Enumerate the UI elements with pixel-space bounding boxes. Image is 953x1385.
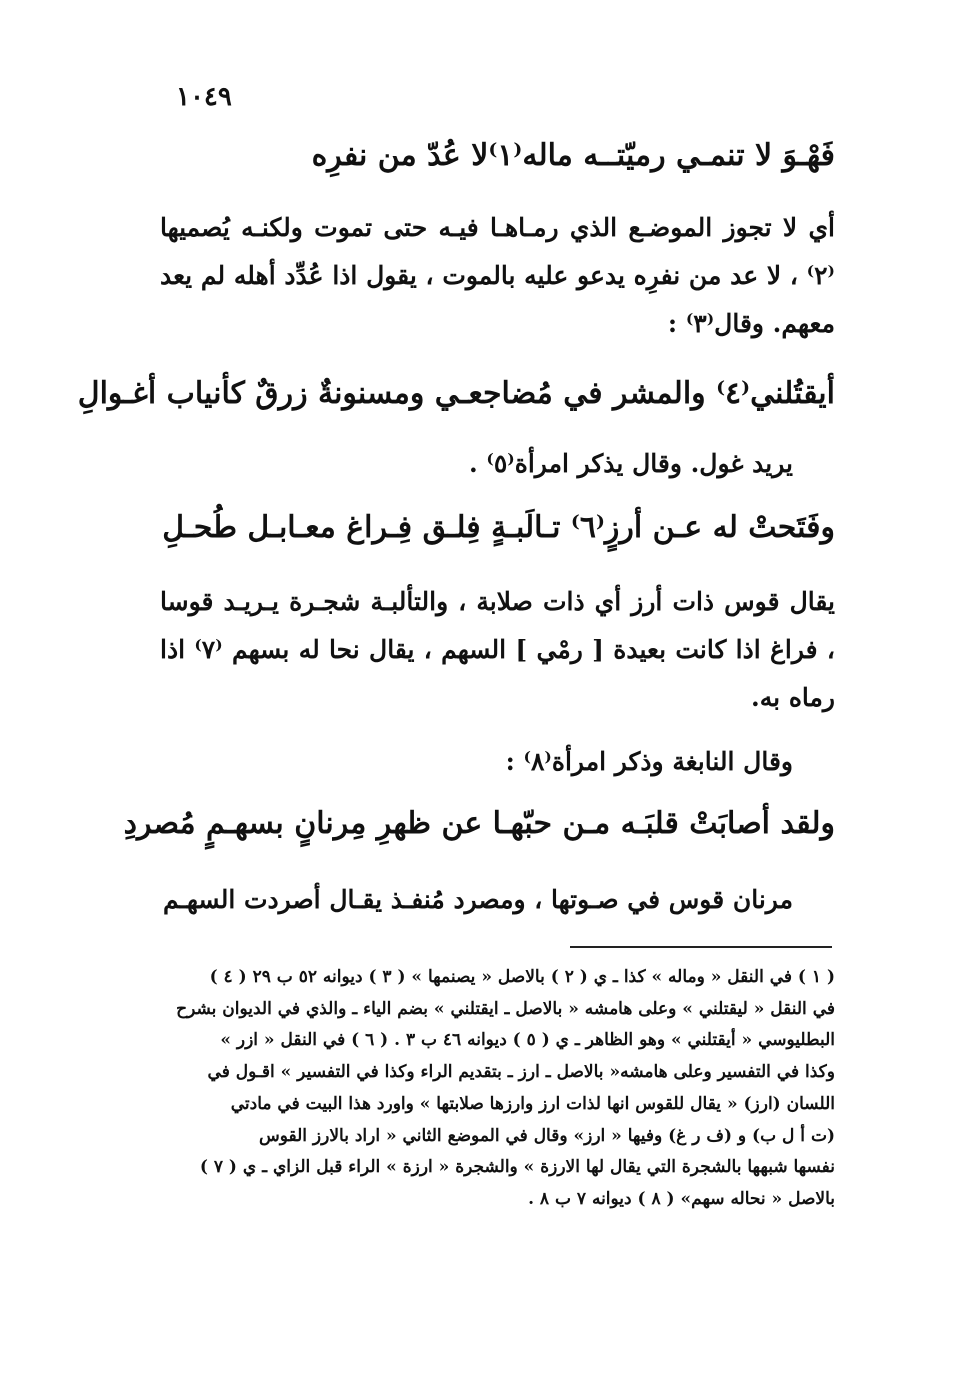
verse-line-2: أيقتُلني⁽٤⁾ والمشر في مُضاجعـي ومسنونةٌ زرقٌ كأنياب أغـوالِ [77,376,835,411]
footnote-divider [570,946,832,948]
commentary-paragraph-5: مرنان قوس في صـوتها ، ومصرد مُنفـذ يقـال أصردت السهـم [162,885,793,914]
footnote-line: بالاصل « نحاله سهم» ( ٨ ) ديوانه ٧ ب ٨ . [528,1188,835,1209]
commentary-paragraph-1: أي لا تجوز الموضـع الذي رمـاهـا فيـه حتى تموت ولكنـه يُصميها ⁽٢⁾ ، لا عد من نفرِه يدعو عليه بالموت ، يقول اذا عُدِّد أهله لم يعد معهم. وقال⁽٣⁾ : [160,213,835,338]
page-number: ١٠٤٩ [176,82,232,112]
commentary-paragraph-3: يقال قوس ذات أرز أي ذات صلابة ، والتألبـة شجـرة يـريـد قوسا ، فراغ اذا كانت بعيدة [ رمْي ] السهم ، يقال نحا له بسهم ⁽٧⁾ اذا رماه به. [160,587,835,712]
footnote-line: وكذا في التفسير وعلى هامشه« بالاصل ـ ارز ـ بتقديم الراء وكذا في التفسير » اقـول في [207,1062,835,1083]
verse-line-3: وفَتَحتْ له عـن أرزٍ⁽٦⁾ تـالَبـةٍ فِلـق فِـراغ معـابـل طُحـلِ [162,510,835,545]
footnotes [160,962,835,1216]
footnote-line: نفسها شبهها بالشجرة التي يقال لها الارزة » والشجرة « ارزة » الراء قبل الزاي ـ ي ( ٧ ) [199,1157,835,1178]
footnote-line: ( ١ ) في النقل « وماله » كذا ـ ي ( ٢ ) بالاصل « يصنمها » ( ٣ ) ديوانه ٥٢ ب ٢٩ ( ٤ ) [209,967,835,987]
commentary-paragraph-2: يريد غول. وقال يذكر امرأة⁽٥⁾ . [468,449,793,478]
footnote-line: البطليوسي « أيقتلني » وهو الظاهر ـ ي ( ٥ ) ديوانه ٤٦ ب ٣ . ( ٦ ) في النقل « ازر » [220,1030,835,1051]
verse-line-1: فَهْـوَ لا تنمـي رميّتــه ماله⁽١⁾لا عُدّ من نفرِه [311,138,835,173]
footnote-line: في النقل « ليقتلني » وعلى هامشه « بالاصل ـ ايقتلني » بضم الياء ـ والذي في الديوان بشرح [176,998,835,1019]
commentary-paragraph-4: وقال النابغة وذكر امرأة⁽٨⁾ : [505,747,793,776]
footnote-line: اللسان (ارز) « يقال للقوس انها لذات ارز وارزها صلابتها » واورد هذا البيت في مادتي [230,1093,835,1114]
verse-line-4: ولقد أصابَتْ قلبَـه مـن حبّهـا عن ظهرِ مِرنانٍ بسهـمٍ مُصردِ [123,806,835,841]
footnote-line: (ت أ ل ب) و (ف ر غ) وفيها « ارز» وقال في الموضع الثاني « اراد بالارز القوس [258,1125,835,1146]
